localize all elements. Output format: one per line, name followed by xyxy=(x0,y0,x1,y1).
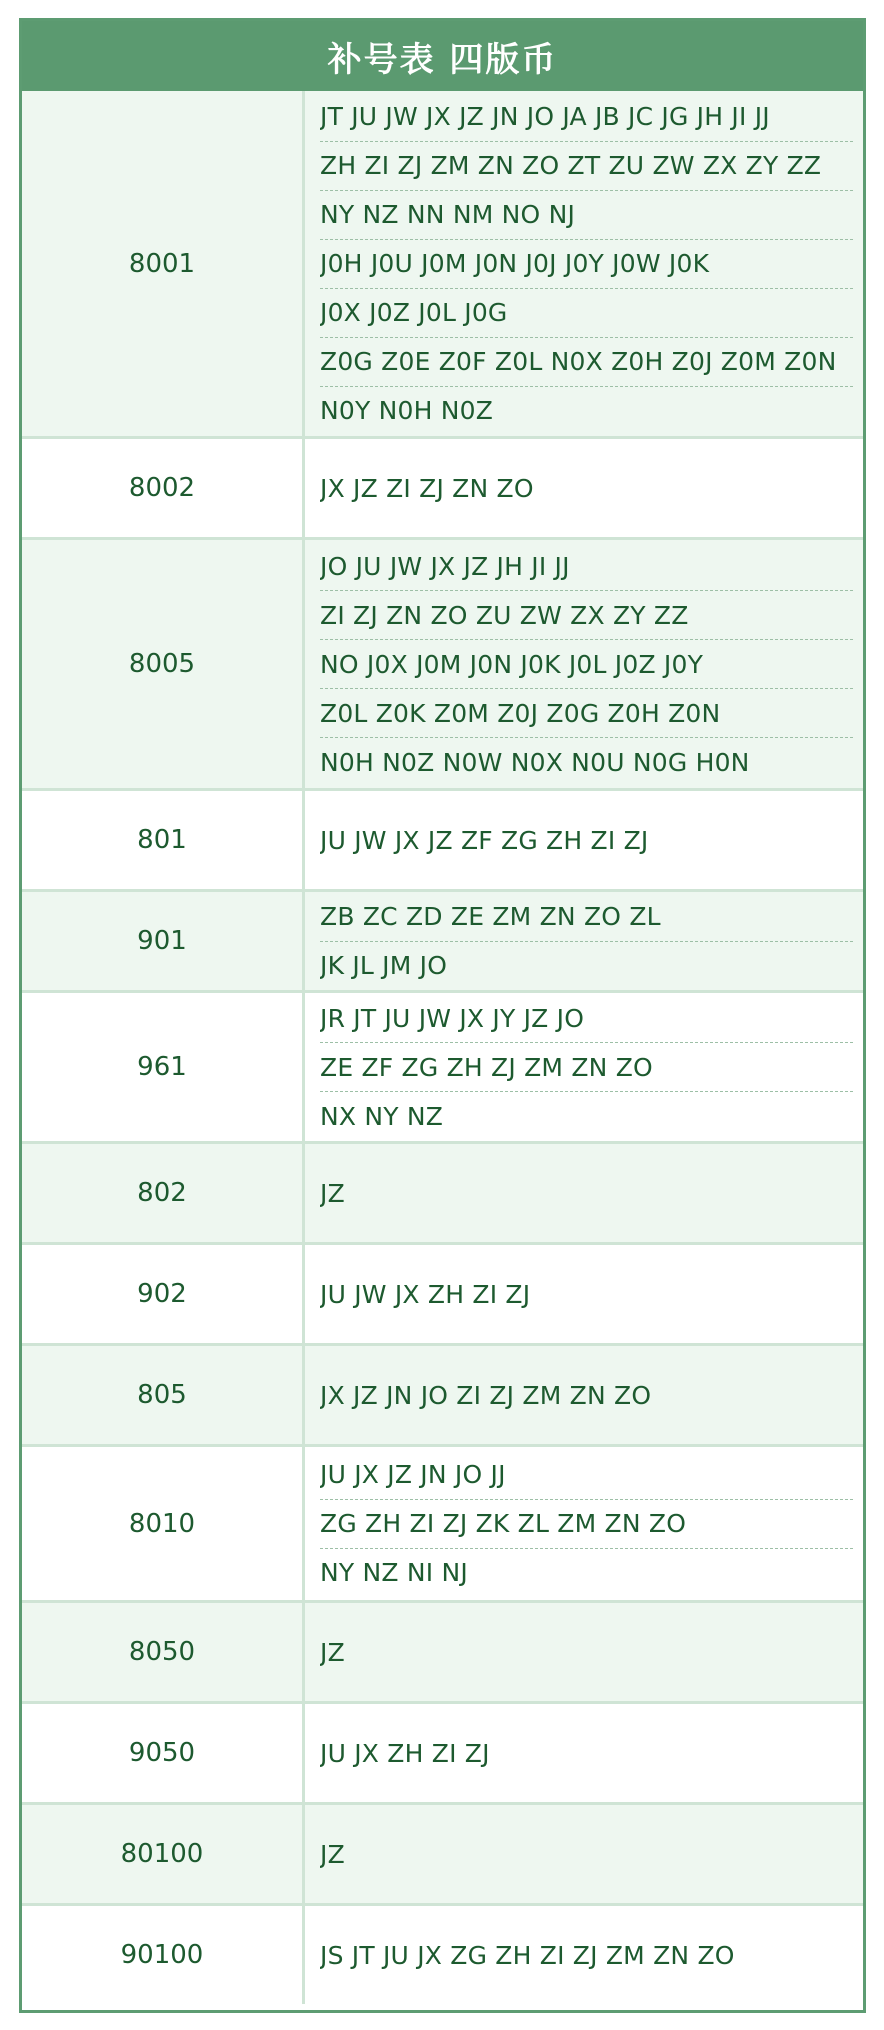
prefix-line: Z0L Z0K Z0M Z0J Z0G Z0H Z0N xyxy=(320,689,853,738)
note-code: 801 xyxy=(22,791,305,889)
prefix-line: JZ xyxy=(320,1178,345,1208)
table-row xyxy=(22,1444,863,1600)
table-row xyxy=(22,1141,863,1242)
note-code: 8005 xyxy=(22,540,305,788)
prefix-line: JT JU JW JX JZ JN JO JA JB JC JG JH JI JJ xyxy=(320,93,853,142)
table-row xyxy=(22,1802,863,1903)
prefix-line: ZI ZJ ZN ZO ZU ZW ZX ZY ZZ xyxy=(320,591,853,640)
note-code: 805 xyxy=(22,1346,305,1444)
table-row xyxy=(22,1242,863,1343)
prefix-line: NY NZ NI NJ xyxy=(320,1558,468,1587)
note-code: 8050 xyxy=(22,1603,305,1701)
note-code: 961 xyxy=(22,993,305,1141)
prefix-line: JZ xyxy=(320,1637,345,1667)
prefix-line: J0H J0U J0M J0N J0J J0Y J0W J0K xyxy=(320,240,853,289)
note-code: 8001 xyxy=(22,91,305,436)
prefix-line: JZ xyxy=(320,1839,345,1869)
table-title: 补号表 四版币 xyxy=(22,21,863,91)
table-row xyxy=(22,788,863,889)
table-row xyxy=(22,537,863,788)
serial-table xyxy=(19,18,866,2013)
prefix-list xyxy=(305,91,863,436)
prefix-list xyxy=(305,1704,863,1802)
table-row xyxy=(22,1600,863,1701)
prefix-list xyxy=(305,1245,863,1343)
prefix-line: ZE ZF ZG ZH ZJ ZM ZN ZO xyxy=(320,1043,853,1092)
prefix-line: JU JW JX ZH ZI ZJ xyxy=(320,1279,531,1309)
prefix-list xyxy=(305,993,863,1141)
prefix-line: ZH ZI ZJ ZM ZN ZO ZT ZU ZW ZX ZY ZZ xyxy=(320,142,853,191)
prefix-line: N0Y N0H N0Z xyxy=(320,396,494,425)
note-code: 9050 xyxy=(22,1704,305,1802)
prefix-line: JU JW JX JZ ZF ZG ZH ZI ZJ xyxy=(320,825,649,855)
prefix-list xyxy=(305,1144,863,1242)
prefix-line: JX JZ JN JO ZI ZJ ZM ZN ZO xyxy=(320,1380,652,1410)
prefix-line: JX JZ ZI ZJ ZN ZO xyxy=(320,473,534,503)
table-row xyxy=(22,436,863,537)
prefix-line: J0X J0Z J0L J0G xyxy=(320,289,853,338)
table-row xyxy=(22,1701,863,1802)
prefix-list xyxy=(305,1346,863,1444)
prefix-line: NX NY NZ xyxy=(320,1101,444,1131)
prefix-line: ZG ZH ZI ZJ ZK ZL ZM ZN ZO xyxy=(320,1500,853,1549)
note-code: 90100 xyxy=(22,1906,305,2004)
prefix-list xyxy=(305,439,863,537)
prefix-line: JU JX JZ JN JO JJ xyxy=(320,1451,853,1500)
table-row xyxy=(22,91,863,436)
prefix-list xyxy=(305,1603,863,1701)
note-code: 901 xyxy=(22,892,305,990)
note-code: 80100 xyxy=(22,1805,305,1903)
prefix-list xyxy=(305,1805,863,1903)
note-code: 8010 xyxy=(22,1447,305,1600)
table-row xyxy=(22,1903,863,2004)
prefix-list xyxy=(305,892,863,990)
prefix-list xyxy=(305,540,863,788)
table-body xyxy=(22,91,863,2004)
table-row xyxy=(22,990,863,1141)
prefix-line: JK JL JM JO xyxy=(320,951,448,980)
prefix-list xyxy=(305,1906,863,2004)
prefix-line: JS JT JU JX ZG ZH ZI ZJ ZM ZN ZO xyxy=(320,1940,735,1970)
prefix-line: Z0G Z0E Z0F Z0L N0X Z0H Z0J Z0M Z0N xyxy=(320,338,853,387)
prefix-line: JR JT JU JW JX JY JZ JO xyxy=(320,994,853,1043)
prefix-line: JO JU JW JX JZ JH JI JJ xyxy=(320,542,853,591)
table-row xyxy=(22,889,863,990)
prefix-list xyxy=(305,1447,863,1600)
prefix-line: ZB ZC ZD ZE ZM ZN ZO ZL xyxy=(320,893,853,942)
note-code: 8002 xyxy=(22,439,305,537)
note-code: 902 xyxy=(22,1245,305,1343)
prefix-line: JU JX ZH ZI ZJ xyxy=(320,1738,490,1768)
prefix-line: N0H N0Z N0W N0X N0U N0G H0N xyxy=(320,747,750,777)
note-code: 802 xyxy=(22,1144,305,1242)
prefix-line: NY NZ NN NM NO NJ xyxy=(320,191,853,240)
table-row xyxy=(22,1343,863,1444)
prefix-list xyxy=(305,791,863,889)
prefix-line: NO J0X J0M J0N J0K J0L J0Z J0Y xyxy=(320,640,853,689)
